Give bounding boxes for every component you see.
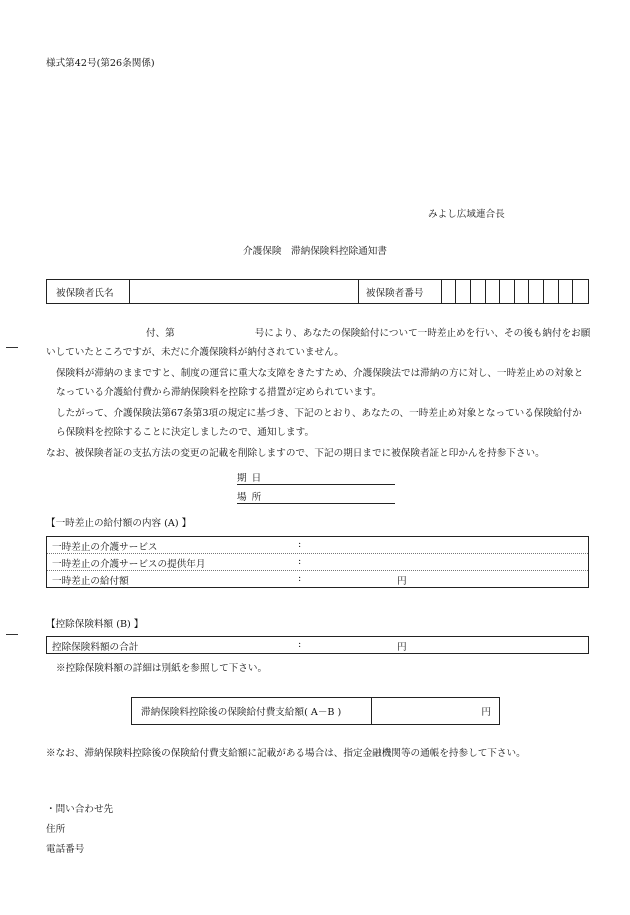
appointment-place xyxy=(237,489,395,504)
insured-number-box xyxy=(456,280,471,303)
fold-mark xyxy=(6,347,18,348)
row-colon: : xyxy=(298,639,302,650)
payment-amount-label: 滞納保険料控除後の保険給付費支給額( A－B ) xyxy=(132,698,372,724)
insured-number-label: 被保険者番号 xyxy=(359,280,442,303)
table-row xyxy=(47,537,588,553)
paragraph-1-text-b: 号により、あなたの保険給付について一時差止めを行い、その後も納付をお願いしていたところですが、未だに介護保険料が納付されていません。 xyxy=(46,328,591,358)
table-row xyxy=(47,637,588,653)
insured-number-box xyxy=(471,280,486,303)
insured-name-field xyxy=(130,280,359,303)
insured-number-box xyxy=(544,280,559,303)
insured-number-box xyxy=(515,280,530,303)
paragraph-1-text-a: 付、第 xyxy=(146,328,175,339)
sender-name: みよし広域連合長 xyxy=(428,209,505,220)
appointment-place-label: 場所 xyxy=(237,492,267,503)
insured-number-box xyxy=(486,280,501,303)
appointment-date xyxy=(237,470,395,485)
section-b-note: ※控除保険料額の詳細は別紙を参照して下さい。 xyxy=(56,663,268,674)
paragraph-3: したがって、介護保険法第67条第3項の規定に基づき、下記のとおり、あなたの、一時差止め対象となっている保険給付から保険料を控除することに決定しましたので、通知します。 xyxy=(56,408,582,438)
insured-number-box xyxy=(573,280,588,303)
row-label: 一時差止の介護サービス xyxy=(52,542,158,553)
payment-amount-box xyxy=(131,697,500,725)
fold-mark xyxy=(6,634,18,635)
insured-info-table xyxy=(46,279,589,304)
paragraph-1 xyxy=(46,324,591,362)
paragraph-2: 保険料が滞納のままですと、制度の運営に重大な支障をきたすため、介護保険法では滞納の方に対し、一時差止めの対象となっている介護給付費から滞納保険料を控除する措置が定められています。 xyxy=(56,368,584,398)
contact-title: ・問い合わせ先 xyxy=(46,804,114,815)
form-number: 様式第42号(第26条関係) xyxy=(46,58,155,69)
row-colon: : xyxy=(298,539,302,550)
section-a-title: 【一時差止の給付額の内容 (A) 】 xyxy=(46,518,192,529)
contact-address-label: 住所 xyxy=(46,824,66,835)
table-row xyxy=(47,570,588,587)
insured-number-box xyxy=(500,280,515,303)
contact-phone-label: 電話番号 xyxy=(46,844,85,855)
insured-number-box xyxy=(559,280,574,303)
section-a-table xyxy=(46,536,589,588)
appointment-date-label: 期日 xyxy=(237,473,267,484)
section-b-title: 【控除保険料額 (B) 】 xyxy=(46,619,144,630)
paragraph-4: なお、被保険者証の支払方法の変更の記載を削除しますので、下記の期日までに被保険者証と印かんを持参下さい。 xyxy=(46,448,545,459)
insured-name-label: 被保険者氏名 xyxy=(47,280,130,303)
payment-amount-value: 円 xyxy=(481,707,491,718)
document-title: 介護保険 滞納保険料控除通知書 xyxy=(243,246,387,257)
row-label: 一時差止の給付額 xyxy=(52,576,129,587)
row-unit: 円 xyxy=(397,576,407,587)
row-colon: : xyxy=(298,556,302,567)
row-label: 一時差止の介護サービスの提供年月 xyxy=(52,559,206,570)
footnote: ※なお、滞納保険料控除後の保険給付費支給額に記載がある場合は、指定金融機関等の通帳を持参して下さい。 xyxy=(46,748,526,759)
row-colon: : xyxy=(298,573,302,584)
row-label: 控除保険料額の合計 xyxy=(52,642,139,653)
row-unit: 円 xyxy=(397,642,407,653)
insured-number-box xyxy=(442,280,457,303)
table-row xyxy=(47,553,588,570)
section-b-table xyxy=(46,636,589,654)
insured-number-box xyxy=(529,280,544,303)
